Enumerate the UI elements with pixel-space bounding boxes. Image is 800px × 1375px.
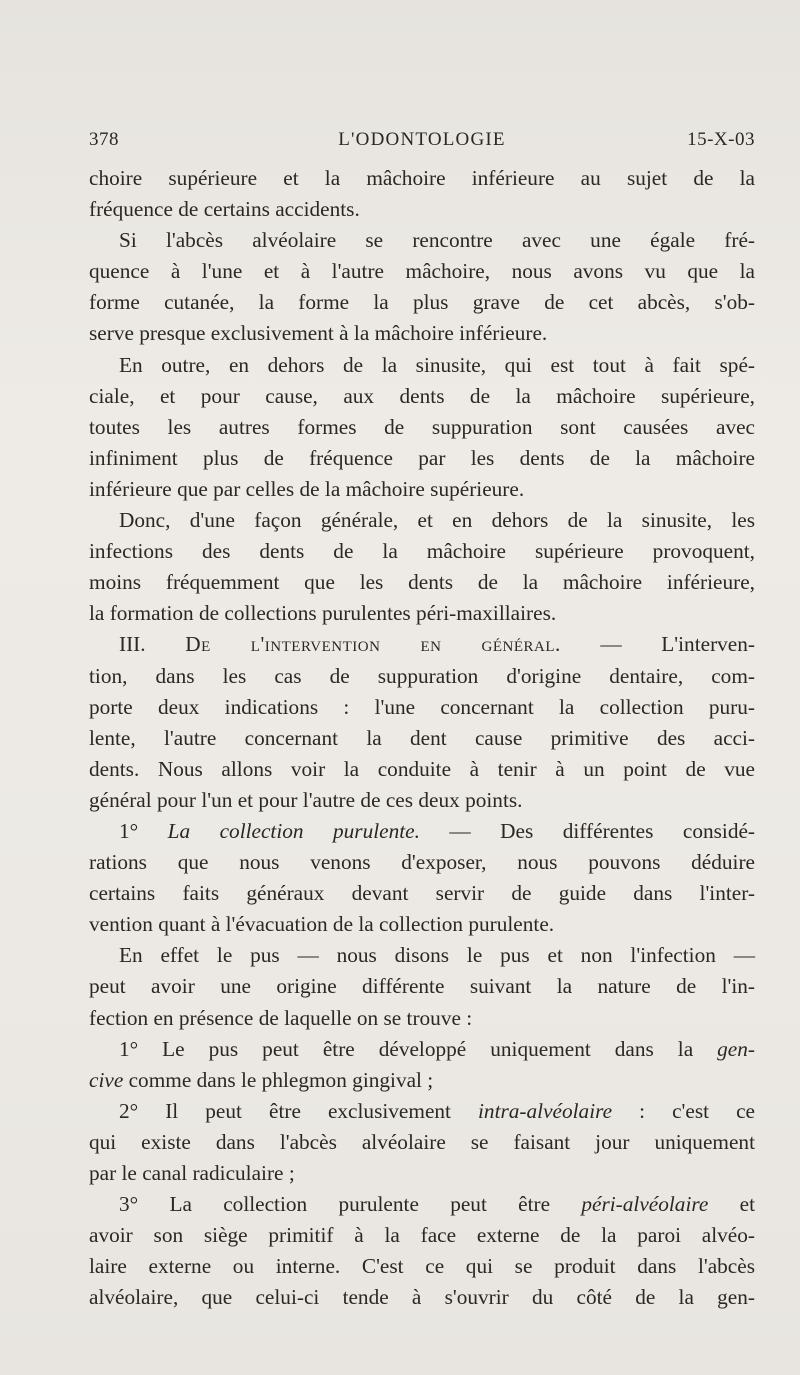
text-line: serve presque exclusivement à la mâchoire inférieure.	[89, 321, 548, 346]
running-header	[89, 129, 755, 157]
text-line: lente, l'autre concernant la dent cause primitive des acci-	[89, 725, 755, 750]
text-line: infections des dents de la mâchoire supérieure provoquent,	[89, 539, 755, 564]
text-line: forme cutanée, la forme la plus grave de cet abcès, s'ob-	[89, 290, 755, 315]
text-line: infiniment plus de fréquence par les dents de la mâchoire	[89, 445, 755, 470]
text-line: fection en présence de laquelle on se trouve :	[89, 1005, 473, 1030]
section-title: De l'intervention en général.	[185, 632, 561, 657]
text-line: dents. Nous allons voir la conduite à tenir à un point de vue	[89, 756, 755, 781]
subsection-number: 1°	[119, 818, 139, 843]
text-fragment: — Des différentes considé-	[419, 818, 756, 843]
text-line: fréquence de certains accidents.	[89, 197, 360, 222]
text-line: certains faits généraux devant servir de guide dans l'inter-	[89, 881, 755, 906]
text-line: laire externe ou interne. C'est ce qui se produit dans l'abcès	[89, 1254, 755, 1279]
text-fragment: 1° Le pus peut être développé uniquement dans la	[119, 1036, 718, 1061]
text-fragment: — L'interven-	[560, 632, 756, 657]
running-title: L'ODONTOLOGIE	[338, 129, 506, 150]
list-item-1-line	[89, 1034, 755, 1065]
italic-term: péri-alvéolaire	[581, 1192, 709, 1217]
text-line: général pour l'un et pour l'autre de ces deux points.	[89, 787, 523, 812]
list-item-1-line	[89, 1065, 755, 1096]
text-line: ciale, et pour cause, aux dents de la mâchoire supérieure,	[89, 383, 755, 408]
text-fragment: 2° Il peut être exclusivement	[119, 1098, 479, 1123]
text-line: porte deux indications : l'une concernant la collection puru-	[89, 694, 755, 719]
text-line: tion, dans les cas de suppuration d'origine dentaire, com-	[89, 663, 755, 688]
text-line: alvéolaire, que celui-ci tende à s'ouvrir du côté de la gen-	[89, 1285, 755, 1310]
text-line: la formation de collections purulentes péri-maxillaires.	[89, 601, 557, 626]
section-number: III.	[119, 632, 146, 657]
text-line: toutes les autres formes de suppuration sont causées avec	[89, 414, 755, 439]
issue-date: 15-X-03	[687, 129, 755, 150]
body-text	[89, 163, 755, 1313]
text-fragment: et	[708, 1192, 755, 1217]
text-line: rations que nous venons d'exposer, nous pouvons déduire	[89, 850, 755, 875]
text-line: Donc, d'une façon générale, et en dehors de la sinusite, les	[119, 508, 755, 533]
italic-term: intra-alvéolaire	[478, 1098, 613, 1123]
text-line: Si l'abcès alvéolaire se rencontre avec une égale fré-	[119, 228, 755, 253]
text-line: En outre, en dehors de la sinusite, qui est tout à fait spé-	[119, 352, 755, 377]
text-line: peut avoir une origine différente suivant la nature de l'in-	[89, 974, 755, 999]
list-item-3-line	[89, 1189, 755, 1220]
italic-term: gen-	[717, 1036, 755, 1061]
subsection-heading-line	[89, 816, 755, 847]
section-heading-line	[89, 629, 755, 660]
text-line: En effet le pus — nous disons le pus et non l'infection —	[119, 943, 755, 968]
text-line: choire supérieure et la mâchoire inférieure au sujet de la	[89, 166, 755, 190]
list-item-2-line	[89, 1096, 755, 1127]
text-fragment: comme dans le phlegmon gingival ;	[123, 1067, 434, 1092]
subsection-title: La collection purulente.	[167, 818, 420, 843]
page-number: 378	[89, 129, 119, 150]
text-line: vention quant à l'évacuation de la collection purulente.	[89, 912, 555, 937]
text-line: avoir son siège primitif à la face externe de la paroi alvéo-	[89, 1223, 755, 1248]
text-line: inférieure que par celles de la mâchoire supérieure.	[89, 476, 525, 501]
text-fragment: : c'est ce	[612, 1098, 755, 1123]
text-fragment: 3° La collection purulente peut être	[119, 1192, 582, 1217]
text-line: quence à l'une et à l'autre mâchoire, nous avons vu que la	[89, 259, 755, 284]
text-line: par le canal radiculaire ;	[89, 1161, 295, 1185]
text-line: qui existe dans l'abcès alvéolaire se faisant jour uniquement	[89, 1129, 755, 1154]
text-line: moins fréquemment que les dents de la mâchoire inférieure,	[89, 570, 755, 595]
italic-term: cive	[89, 1067, 124, 1092]
